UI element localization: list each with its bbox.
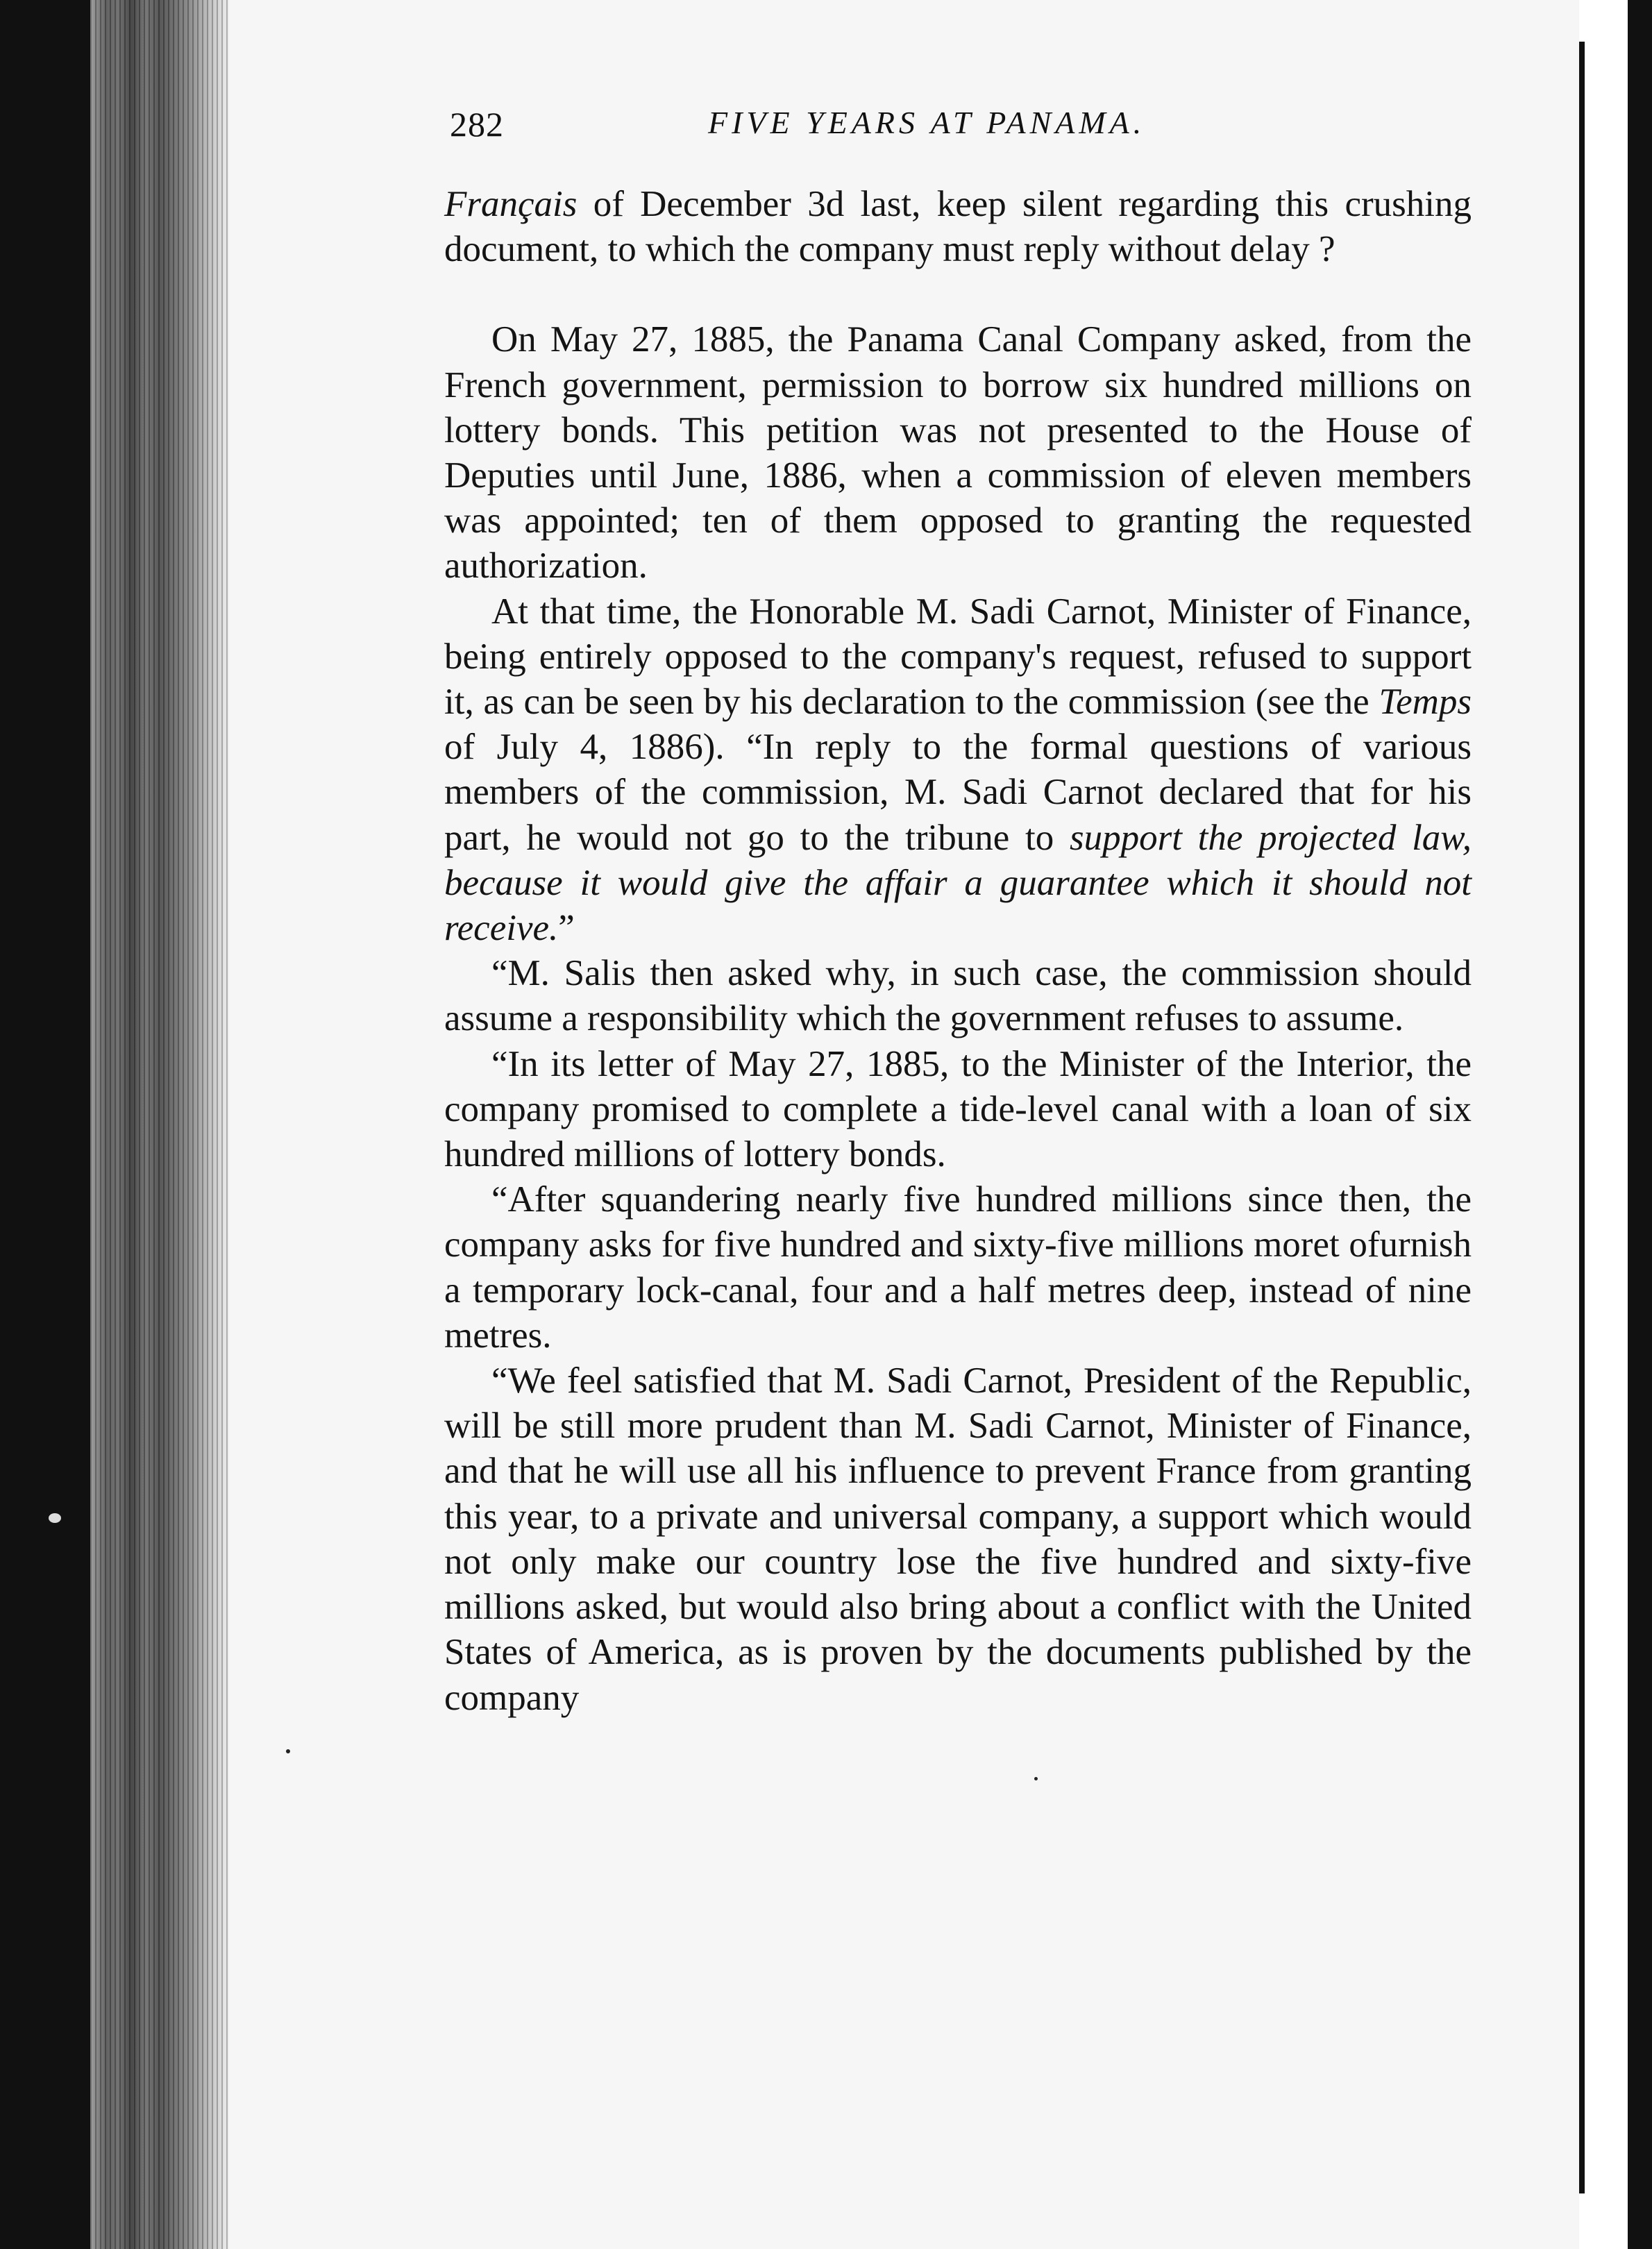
scan-border-right: [1628, 0, 1652, 2249]
scan-border-left: [0, 0, 90, 2249]
paragraph: “After squandering nearly five hundred millions since then, the company asks for five hundred and sixty-five millions moret ofurnish a temporary lock-canal, four and a half metres deep, instead of nine metres.: [444, 1179, 1472, 1356]
italic-title: Temps: [1379, 682, 1472, 723]
italic-quote: support the projected law, because it would give the affair a guarantee which it should not receive.: [444, 817, 1472, 949]
scan-speck: [286, 1749, 290, 1753]
paragraph: “We feel satisfied that M. Sadi Carnot, President of the Republic, will be still more prudent than M. Sadi Carnot, Minister of Finance, and that he will use all his influence to prevent France from granting this year, to a private and universal company, a support which would not only make our country lose the five hundred and sixty-five millions asked, but would also bring about a conflict with the United States of America, as is proven by the documents published by the company: [444, 1361, 1472, 1718]
paragraph-continued: Français of December 3d last, keep silent regarding this crushing document, to which the company must reply without delay ?: [444, 184, 1472, 270]
scan-speck: [1034, 1777, 1038, 1780]
paragraph: “In its letter of May 27, 1885, to the Minister of the Interior, the company promised to complete a tide-level canal with a loan of six hundred millions of lottery bonds.: [444, 1043, 1472, 1175]
scan-speck: [49, 1513, 61, 1523]
paragraph: “M. Salis then asked why, in such case, the commission should assume a responsibility which the government refuses to assume.: [444, 953, 1472, 1039]
body-text: [444, 182, 1472, 1721]
page-edges: [90, 0, 229, 2249]
paragraph: At that time, the Honorable M. Sadi Carnot, Minister of Finance, being entirely opposed to the company's request, refused to support it, as can be seen by his declaration to the commission (see the Temps of July 4, 1886). “In reply to the formal questions of various members of the commission, M. Sadi Carnot declared that for his part, he would not go to the tribune to support the projected law, because it would give the affair a guarantee which it should not receive.”: [444, 591, 1472, 949]
italic-word: Français: [444, 184, 578, 224]
right-page-edge: [1579, 42, 1585, 2193]
page-number: 282: [450, 105, 504, 144]
running-title: FIVE YEARS AT PANAMA.: [708, 105, 1146, 140]
paragraph: On May 27, 1885, the Panama Canal Company asked, from the French government, permission to borrow six hundred millions on lottery bonds. This petition was not presented to the House of Deputies until June, 1886, when a commission of eleven members was appointed; ten of them opposed to granting the requested authorization.: [444, 319, 1472, 587]
